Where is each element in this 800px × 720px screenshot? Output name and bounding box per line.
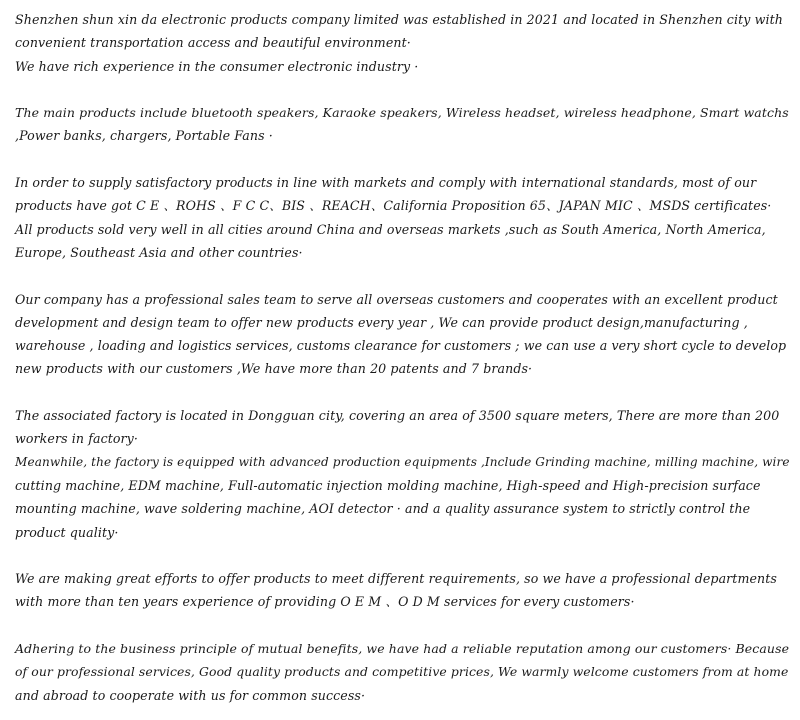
- text-line: new products with our customers ,We have more than 20 patents and 7 brands·: [15, 361, 533, 377]
- text-line: products have got C E 、ROHS 、F C C、BIS 、REACH、California Proposition 65、JAPAN MIC 、MSDS certificates·: [15, 198, 772, 214]
- text-line: Europe, Southeast Asia and other countries·: [15, 244, 303, 260]
- text-line: product quality·: [15, 524, 119, 540]
- text-line: cutting machine, EDM machine, Full-automatic injection molding machine, High-speed and High-precision surface: [15, 477, 761, 493]
- text-line: Adhering to the business principle of mutual benefits, we have had a reliable reputation among our customers· Because: [15, 641, 790, 657]
- text-line: In order to supply satisfactory products in line with markets and comply with international standards, most of our: [15, 175, 757, 191]
- text-line: We have rich experience in the consumer electronic industry ·: [15, 58, 419, 74]
- paragraph-spacer: [15, 148, 793, 171]
- paragraph-oem-odm: [15, 567, 793, 614]
- text-line: with more than ten years experience of providing O E M 、O D M services for every customers·: [15, 594, 635, 610]
- text-line: workers in factory·: [15, 431, 138, 447]
- text-line: warehouse , loading and logistics services, customs clearance for customers ; we can use a very short cycle to develop: [15, 338, 787, 354]
- text-line: Shenzhen shun xin da electronic products company limited was established in 2021 and located in Shenzhen city with: [15, 12, 783, 27]
- paragraph-company-intro: [15, 8, 793, 78]
- text-line: Meanwhile, the factory is equipped with advanced production equipments ,Include Grinding machine, milling machine, wire: [15, 454, 790, 469]
- paragraph-certifications: [15, 171, 793, 264]
- paragraph-spacer: [15, 381, 793, 404]
- paragraph-spacer: [15, 544, 793, 567]
- company-profile-document: [15, 8, 793, 707]
- paragraph-spacer: [15, 614, 793, 637]
- text-line: development and design team to offer new products every year , We can provide product design,manufacturing ,: [15, 314, 748, 330]
- paragraph-spacer: [15, 264, 793, 287]
- text-line: All products sold very well in all cities around China and overseas markets ,such as South America, North America,: [15, 221, 766, 237]
- text-line: We are making great efforts to offer products to meet different requirements, so we have a professional departments: [15, 571, 777, 587]
- text-line: Our company has a professional sales team to serve all overseas customers and cooperates with an excellent product: [15, 291, 778, 307]
- text-line: and abroad to cooperate with us for common success·: [15, 687, 366, 703]
- text-line: mounting machine, wave soldering machine, AOI detector · and a quality assurance system to strictly control the: [15, 501, 751, 517]
- paragraph-spacer: [15, 78, 793, 101]
- paragraph-main-products: [15, 101, 793, 148]
- paragraph-business-principle: [15, 637, 793, 707]
- text-line: The associated factory is located in Dongguan city, covering an area of 3500 square meters, There are more than 200: [15, 408, 780, 424]
- text-line: convenient transportation access and beautiful environment·: [15, 35, 411, 51]
- paragraph-sales-team: [15, 288, 793, 381]
- paragraph-factory: [15, 404, 793, 544]
- text-line: of our professional services, Good quality products and competitive prices, We warmly welcome customers from at home: [15, 664, 789, 680]
- text-line: The main products include bluetooth speakers, Karaoke speakers, Wireless headset, wireless headphone, Smart watchs: [15, 105, 789, 121]
- text-line: ,Power banks, chargers, Portable Fans ·: [15, 128, 273, 144]
